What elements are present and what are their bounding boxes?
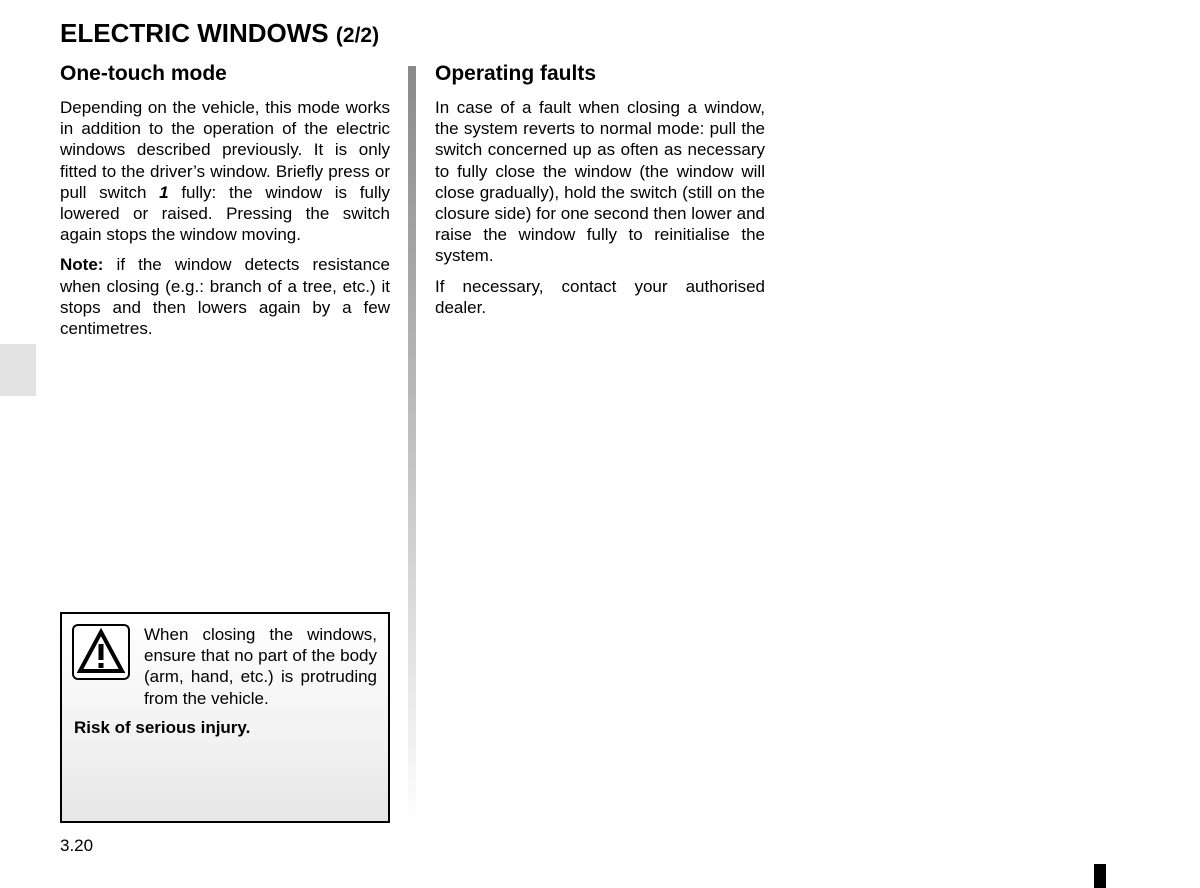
page-number: 3.20 [60,836,94,855]
warning-text: When closing the windows, ensure that no part of the body (arm, hand, etc.) is protruding from the vehicle. [144,625,377,708]
note-label: Note: [60,255,104,275]
right-column [435,60,765,327]
paragraph-description-text: Depending on the vehicle, this mode works in addition to the operation of the electric windows described previously. It is only fitted to the driver’s window. [60,98,390,181]
warning-emphasis: Risk of serious injury. [74,718,251,737]
paragraph-note [60,254,390,339]
section-heading-operating-faults: Operating faults [435,62,597,85]
paragraph-switch-before: Briefly press or pull switch [60,161,390,202]
switch-reference-number: 1 [159,182,169,202]
paragraph-description [60,97,390,245]
page-title [60,18,379,49]
paragraph-switch-after: fully: the window is fully lowered or raised. Pressing the switch again stops the window moving. [60,182,391,245]
left-column [60,60,390,348]
page-title-text: ELECTRIC WINDOWS [60,18,329,48]
warning-triangle-icon [72,624,130,680]
column-divider [408,66,416,826]
paragraph-fault-procedure: In case of a fault when closing a window, the system reverts to normal mode: pull the switch concerned up as often as necessary to fully close the window (the window will close gradually), hold the switch (still on the closure side) for one second then lower and raise the window fully to reinitialise the system. [435,98,765,266]
warning-box [60,612,390,823]
page-part-indicator: (2/2) [335,24,380,47]
section-heading-one-touch: One-touch mode [60,62,227,85]
page-corner-mark [1094,864,1106,888]
paragraph-contact-dealer: If necessary, contact your authorised dealer. [435,276,765,317]
chapter-tab-marker [0,344,36,396]
note-text: if the window detects resistance when closing (e.g.: branch of a tree, etc.) it stops and then lowers again by a few centimetres. [60,255,390,339]
warning-triangle-svg [76,628,126,676]
